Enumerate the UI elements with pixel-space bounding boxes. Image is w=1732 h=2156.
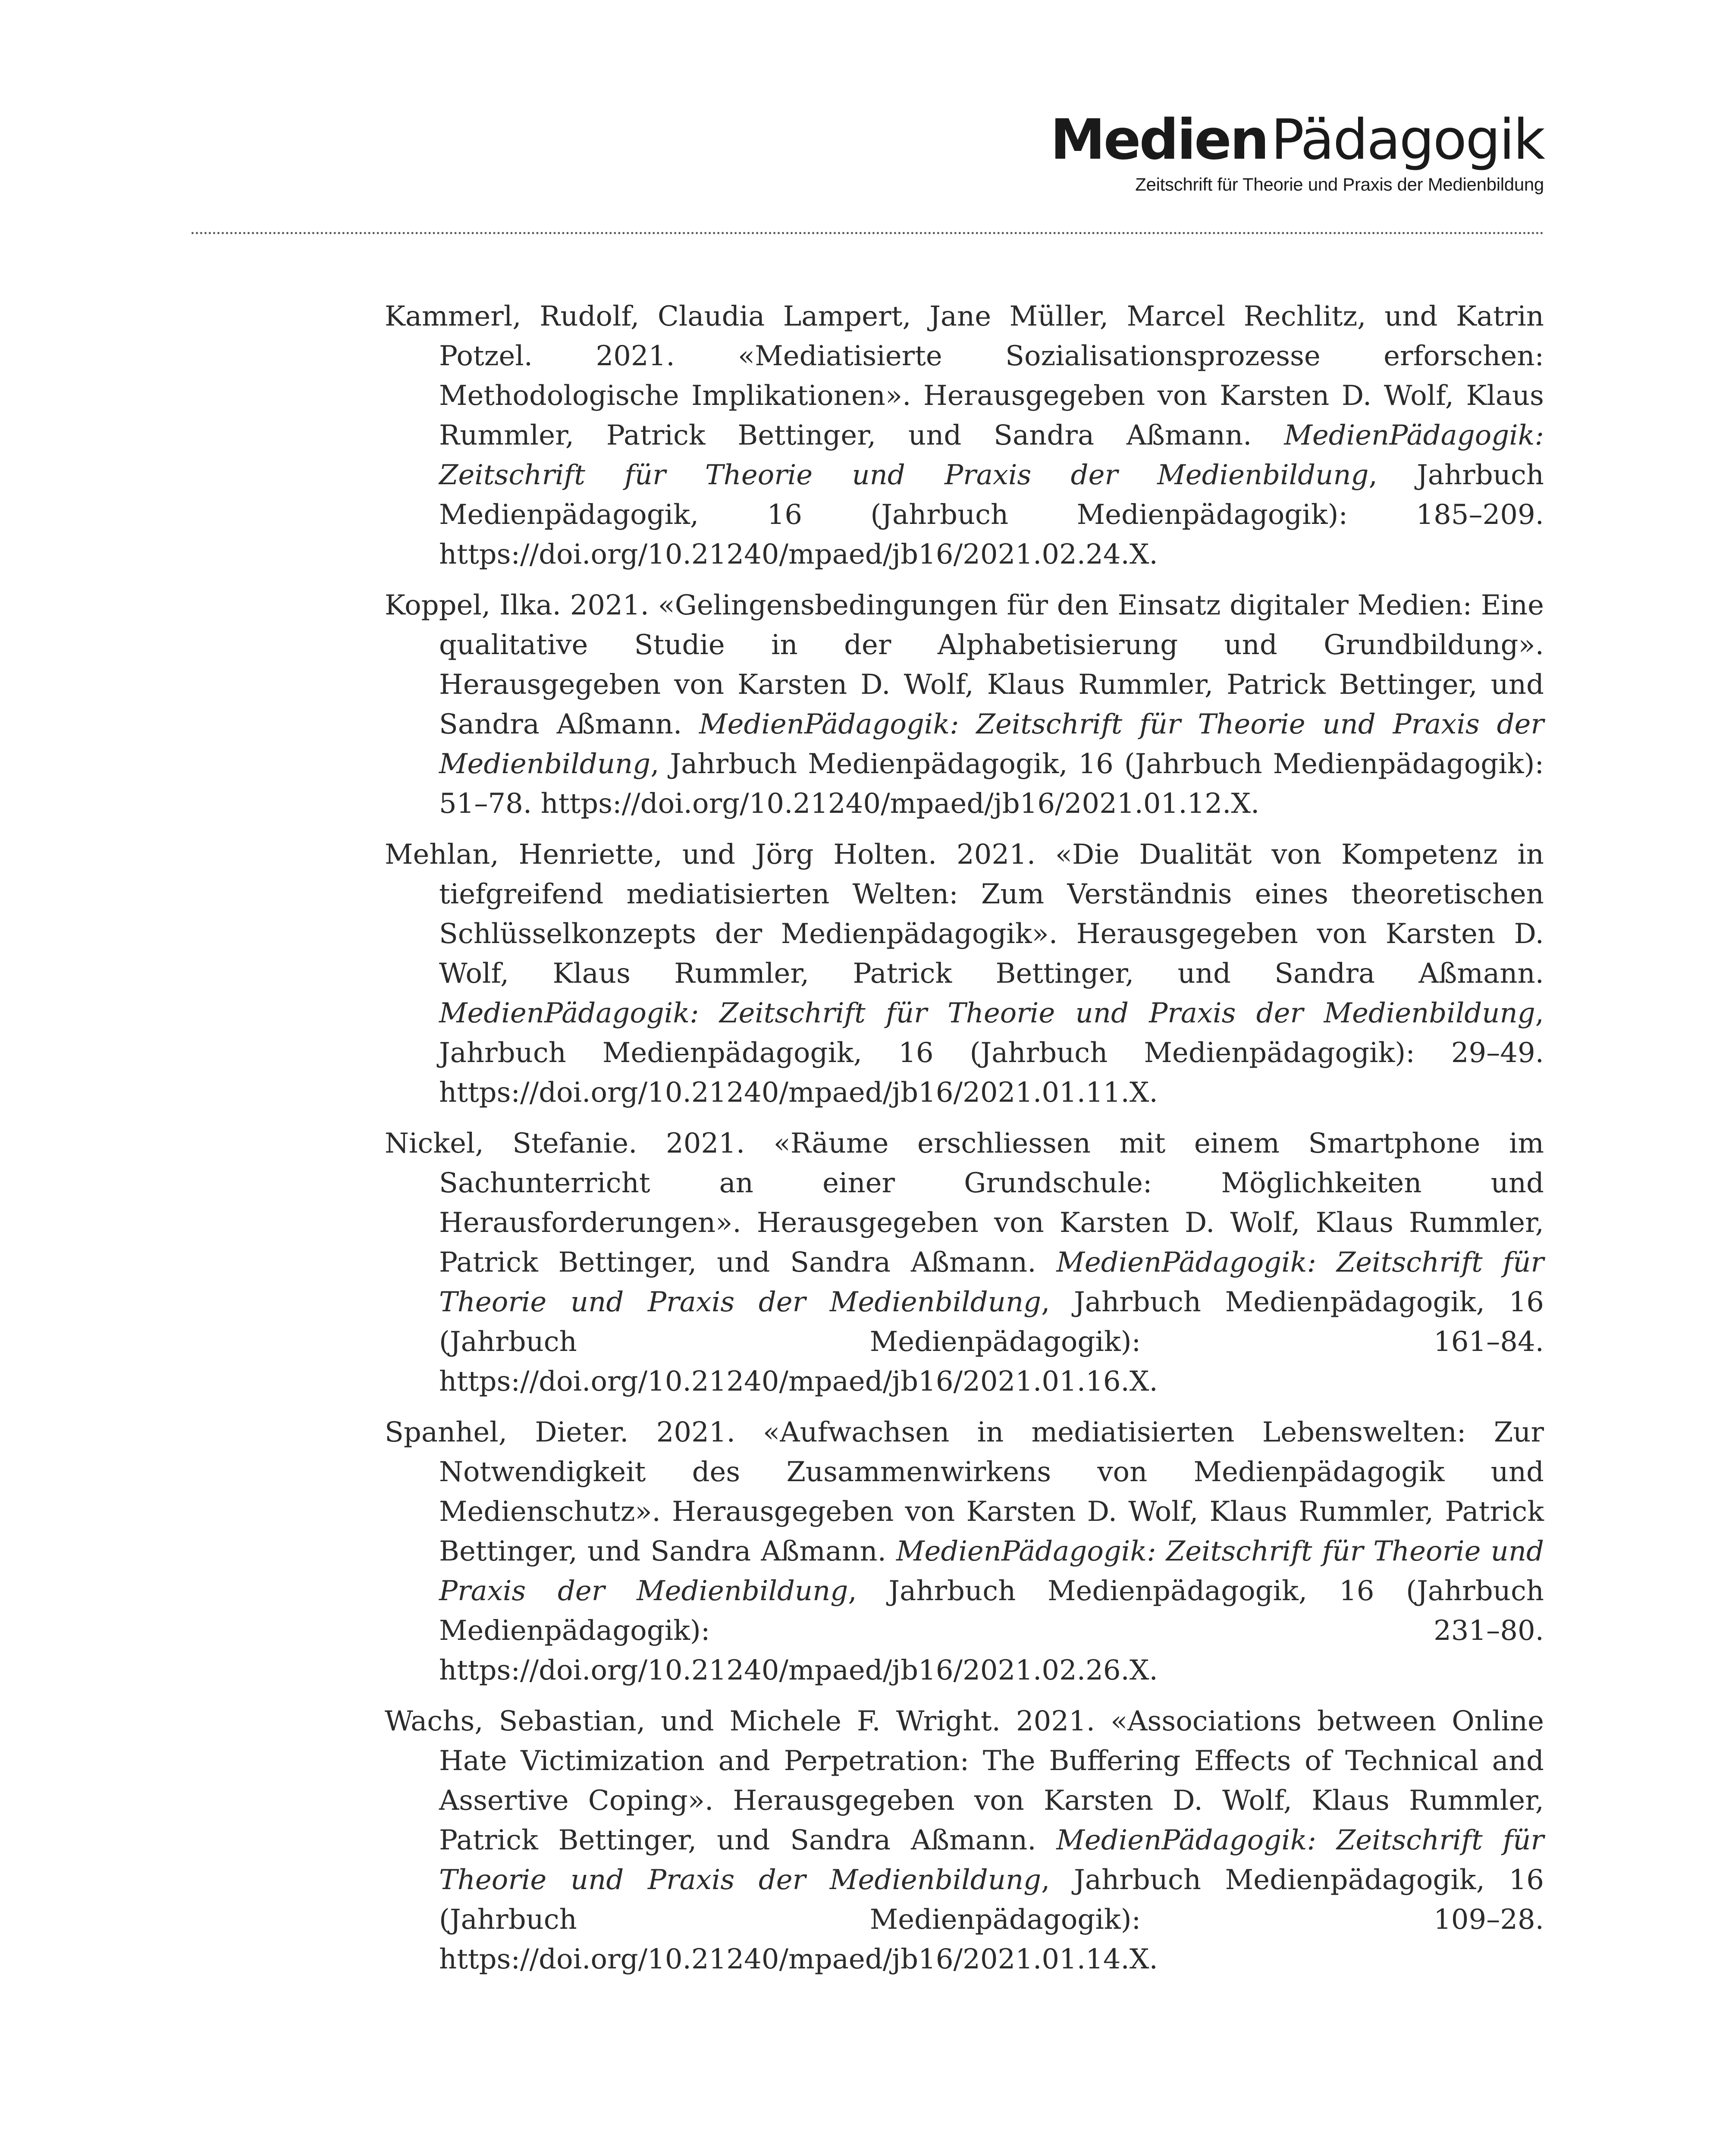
reference-text: , Jahrbuch Medienpädagogik, 16 (Jahrbuch Medienpädagogik): 161–84. https://doi.org/10.21240/mpaed/jb16/2021.01.16.X. <box>439 1286 1544 1398</box>
reference-text: Nickel, Stefanie. 2021. «Räume erschliessen mit einem Smartphone im Sachunterricht an einer Grundschule: Möglichkeiten und Herausforderungen». Herausgegeben von Karsten D. Wolf, Klaus Rummler, Patrick Bettinger, und Sandra Aßmann. <box>385 1128 1544 1279</box>
reference-list <box>385 297 1544 1990</box>
reference-entry <box>385 297 1544 574</box>
journal-tagline: Zeitschrift für Theorie und Praxis der Medienbildung <box>1135 174 1544 194</box>
reference-journal-title: MedienPädagogik: Zeitschrift für Theorie und Praxis der Medienbildung <box>439 1824 1544 1896</box>
logo-light-part: Pädagogik <box>1271 108 1544 172</box>
reference-text: Kammerl, Rudolf, Claudia Lampert, Jane Müller, Marcel Rechlitz, und Katrin Potzel. 2021. «Mediatisierte Sozialisationsprozesse erforschen: Methodologische Implikationen». Herausgegeben von Karsten D. Wolf, Klaus Rummler, Patrick Bettinger, und Sandra Aßmann. <box>385 301 1544 451</box>
reference-text: , Jahrbuch Medienpädagogik, 16 (Jahrbuch Medienpädagogik): 109–28. https://doi.org/10.21240/mpaed/jb16/2021.01.14.X. <box>439 1864 1544 1975</box>
reference-text: , Jahrbuch Medienpädagogik, 16 (Jahrbuch Medienpädagogik): 185–209. https://doi.org/10.21240/mpaed/jb16/2021.02.24.X. <box>439 459 1544 570</box>
reference-journal-title: MedienPädagogik: Zeitschrift für Theorie und Praxis der Medienbildung <box>439 420 1544 491</box>
journal-masthead <box>1050 110 1544 195</box>
reference-entry <box>385 1702 1544 1979</box>
reference-journal-title: MedienPädagogik: Zeitschrift für Theorie und Praxis der Medienbildung <box>439 1536 1544 1607</box>
reference-journal-title: MedienPädagogik: Zeitschrift für Theorie und Praxis der Medienbildung <box>439 708 1544 780</box>
reference-text: , Jahrbuch Medienpädagogik, 16 (Jahrbuch Medienpädagogik): 29–49. https://doi.org/10.21240/mpaed/jb16/2021.01.11.X. <box>439 997 1544 1109</box>
reference-journal-title: MedienPädagogik: Zeitschrift für Theorie und Praxis der Medienbildung <box>439 997 1535 1029</box>
reference-entry <box>385 586 1544 824</box>
reference-text: , Jahrbuch Medienpädagogik, 16 (Jahrbuch Medienpädagogik): 231–80. https://doi.org/10.21240/mpaed/jb16/2021.02.26.X. <box>439 1575 1544 1686</box>
logo-bold-part: Medien <box>1050 108 1268 172</box>
reference-text: Spanhel, Dieter. 2021. «Aufwachsen in mediatisierten Lebenswelten: Zur Notwendigkeit des Zusammenwirkens von Medienpädagogik und Medienschutz». Herausgegeben von Karsten D. Wolf, Klaus Rummler, Patrick Bettinger, und Sandra Aßmann. <box>385 1416 1544 1567</box>
reference-entry <box>385 835 1544 1112</box>
reference-text: , Jahrbuch Medienpädagogik, 16 (Jahrbuch Medienpädagogik): 51–78. https://doi.org/10.21240/mpaed/jb16/2021.01.12.X. <box>439 748 1544 820</box>
reference-journal-title: MedienPädagogik: Zeitschrift für Theorie und Praxis der Medienbildung <box>439 1247 1544 1318</box>
reference-text: Koppel, Ilka. 2021. «Gelingensbedingungen für den Einsatz digitaler Medien: Eine qualitative Studie in der Alphabetisierung und Grundbildung». Herausgegeben von Karsten D. Wolf, Klaus Rummler, Patrick Bettinger, und Sandra Aßmann. <box>385 589 1544 740</box>
reference-entry <box>385 1124 1544 1401</box>
reference-text: Wachs, Sebastian, und Michele F. Wright. 2021. «Associations between Online Hate Victimization and Perpetration: The Buffering Effects of Technical and Assertive Coping». Herausgegeben von Karsten D. Wolf, Klaus Rummler, Patrick Bettinger, und Sandra Aßmann. <box>385 1705 1544 1856</box>
header-divider <box>191 232 1544 234</box>
reference-entry <box>385 1413 1544 1690</box>
journal-logo <box>1050 110 1544 170</box>
reference-text: Mehlan, Henriette, und Jörg Holten. 2021. «Die Dualität von Kompetenz in tiefgreifend mediatisierten Welten: Zum Verständnis eines theoretischen Schlüsselkonzepts der Medienpädagogik». Herausgegeben von Karsten D. Wolf, Klaus Rummler, Patrick Bettinger, und Sandra Aßmann. <box>385 839 1544 990</box>
